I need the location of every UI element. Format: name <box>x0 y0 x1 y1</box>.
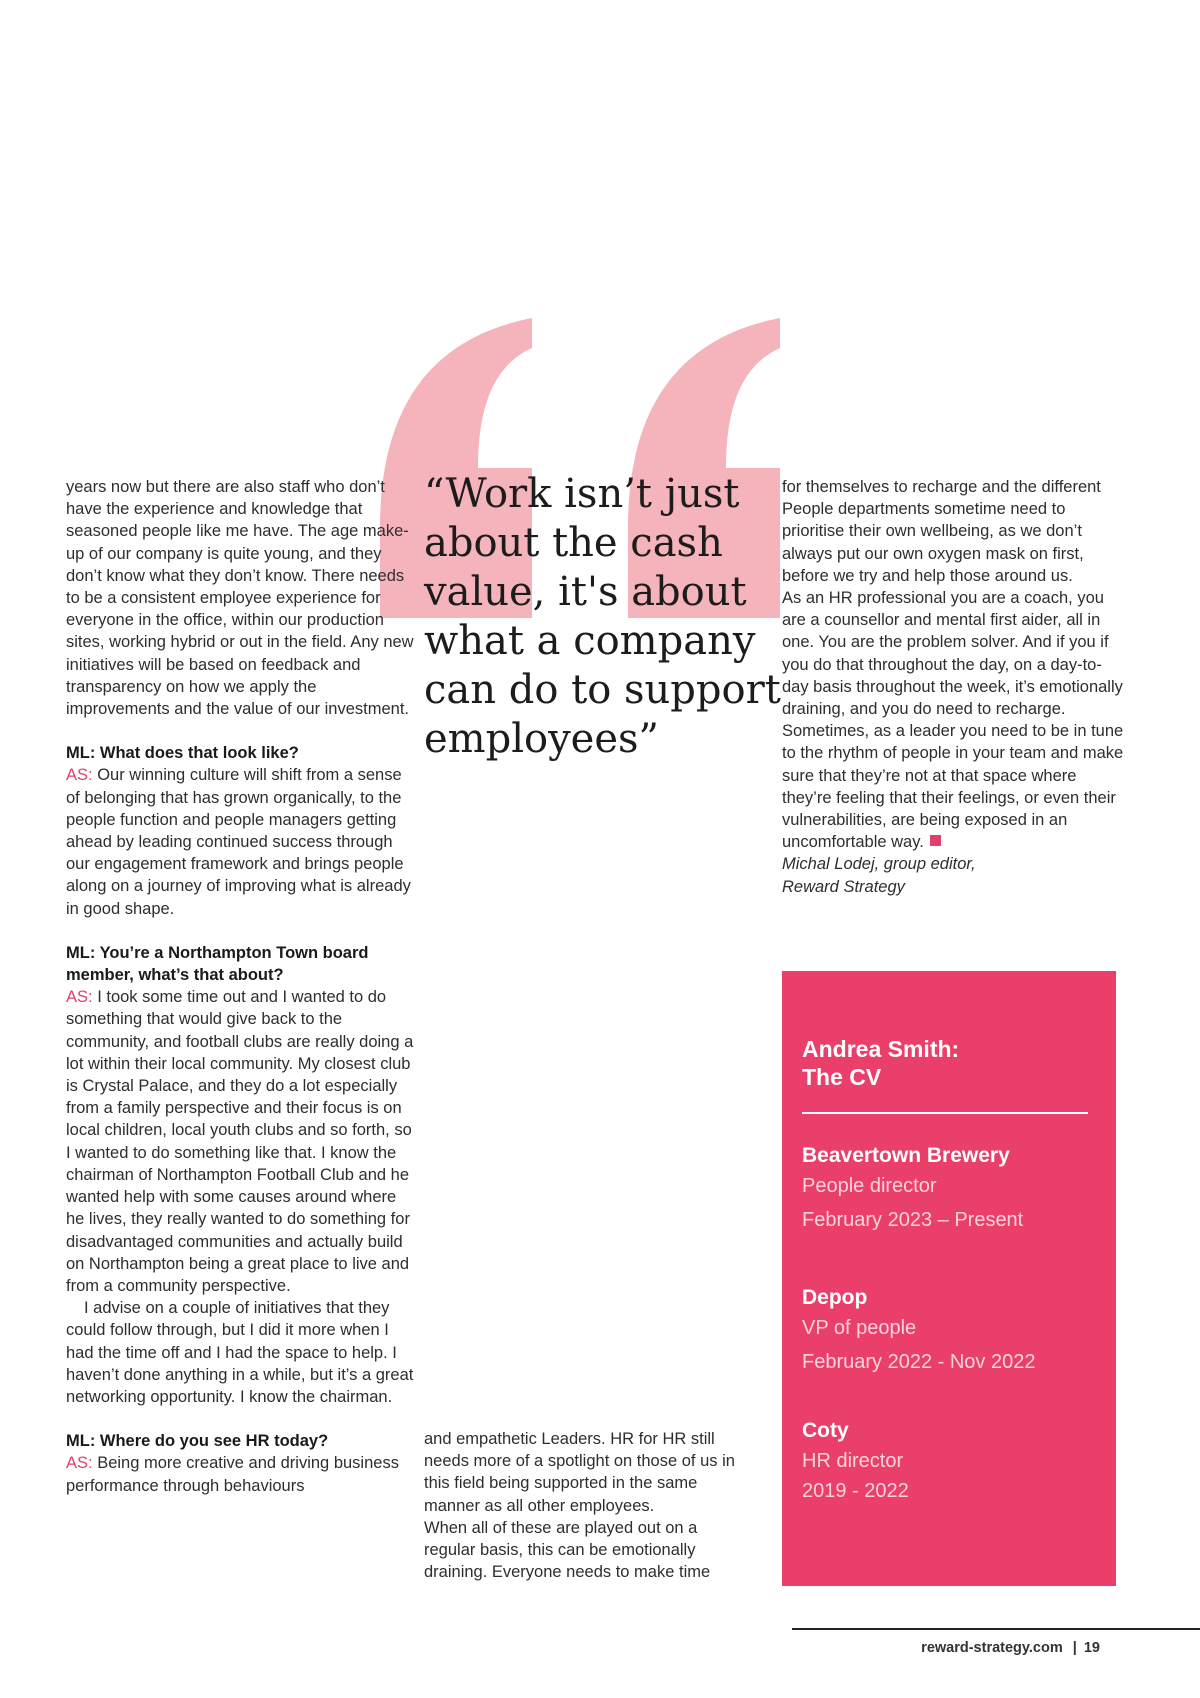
cv-dates: February 2022 - Nov 2022 <box>802 1351 1036 1373</box>
pull-quote: “Work isn’t just about the cash value, it's about what a company can do to support employees” <box>424 471 781 762</box>
cv-role: People director <box>802 1175 937 1197</box>
cv-company: Beavertown Brewery <box>802 1144 1010 1167</box>
right-column <box>782 476 1128 898</box>
right-paragraph: for themselves to recharge and the different People departments sometime need to prioritise their own wellbeing, as we don’t always put our own oxygen mask on first, before we try and help those around us. <box>782 478 1101 585</box>
footer-separator: | <box>1072 1640 1077 1656</box>
cv-dates: February 2023 – Present <box>802 1209 1024 1231</box>
middle-column <box>424 1428 750 1583</box>
byline-name: Michal Lodej, group editor, <box>782 855 976 874</box>
cv-role: HR director <box>802 1450 904 1472</box>
answer-paragraph-continued: I advise on a couple of initiatives that they could follow through, but I did it more when I had the time off and I had the space to help. I haven’t done anything in a while, but it’s a great networking opportunity. I know the chairman. <box>66 1299 414 1406</box>
footer <box>921 1640 1100 1656</box>
right-paragraph-closing <box>782 720 1128 853</box>
answer-paragraph <box>66 1452 414 1496</box>
left-column <box>66 476 414 1497</box>
cv-divider <box>802 1112 1088 1114</box>
cv-title <box>802 1035 959 1091</box>
footer-rule <box>792 1628 1200 1630</box>
answer-label: AS: <box>66 988 93 1007</box>
middle-paragraph: When all of these are played out on a regular basis, this can be emotionally draining. Everyone needs to make time <box>424 1518 711 1582</box>
cv-title-line: Andrea Smith: <box>802 1036 960 1062</box>
answer-paragraph <box>66 764 414 919</box>
cv-role: VP of people <box>802 1317 917 1339</box>
answer-label: AS: <box>66 766 93 785</box>
closing-text: Sometimes, as a leader you need to be in tune to the rhythm of people in your team and make sure that they’re not at that space where they’re feeling that their feelings, or even their vulnerabilities, are being exposed in an uncomfortable way. <box>782 722 1124 852</box>
right-paragraph: As an HR professional you are a coach, you are a counsellor and mental first aider, all in one. You are the problem solver. And if you if you do that throughout the day, on a day-to-day basis throughout the week, it’s emotionally draining, and you do need to recharge. <box>782 589 1123 719</box>
page-number: 19 <box>1083 1640 1100 1656</box>
left-paragraph: years now but there are also staff who don’t have the experience and knowledge that seasoned people like me have. The age make-up of our company is quite young, and they don’t know what they don’t know. There needs to be a consistent employee experience for everyone in the office, within our production sites, working hybrid or out in the field. Any new initiatives will be based on feedback and transparency on how we apply the improvements and the value of our investment. <box>66 478 414 719</box>
byline-publication: Reward Strategy <box>782 877 905 896</box>
cv-title-line: The CV <box>802 1064 882 1090</box>
answer-text: Being more creative and driving business performance through behaviours <box>66 1454 399 1495</box>
cv-company: Coty <box>802 1419 849 1442</box>
question-heading: ML: You’re a Northampton Town board member, what’s that about? <box>66 943 369 985</box>
answer-text: I took some time out and I wanted to do something that would give back to the community, and football clubs are really doing a lot within their local community. My closest club is Crystal Palace, and they do a lot especially from a family perspective and their focus is on local children, local youth clubs and so forth, so I wanted to do something like that. I know the chairman of Northampton Football Club and he wanted help with some causes around where he lives, they really wanted to do something for disadvantaged communities and actually build on Northampton being a great place to live and from a community perspective. <box>66 988 414 1295</box>
question-heading: ML: Where do you see HR today? <box>66 1432 329 1451</box>
answer-label: AS: <box>66 1454 93 1473</box>
cv-dates: 2019 - 2022 <box>802 1480 909 1502</box>
cv-company: Depop <box>802 1286 868 1309</box>
answer-text: Our winning culture will shift from a sense of belonging that has grown organically, to the people function and people managers getting ahead by leading continued success through our engagement framework and brings people along on a journey of improving what is already in good shape. <box>66 766 411 918</box>
middle-paragraph: and empathetic Leaders. HR for HR still needs more of a spotlight on those of us in this field being supported in the same manner as all other employees. <box>424 1430 735 1515</box>
footer-site: reward-strategy.com <box>921 1640 1063 1656</box>
end-mark-icon <box>930 835 941 846</box>
cv-box <box>782 971 1116 1586</box>
question-heading: ML: What does that look like? <box>66 744 299 763</box>
answer-paragraph <box>66 986 414 1297</box>
